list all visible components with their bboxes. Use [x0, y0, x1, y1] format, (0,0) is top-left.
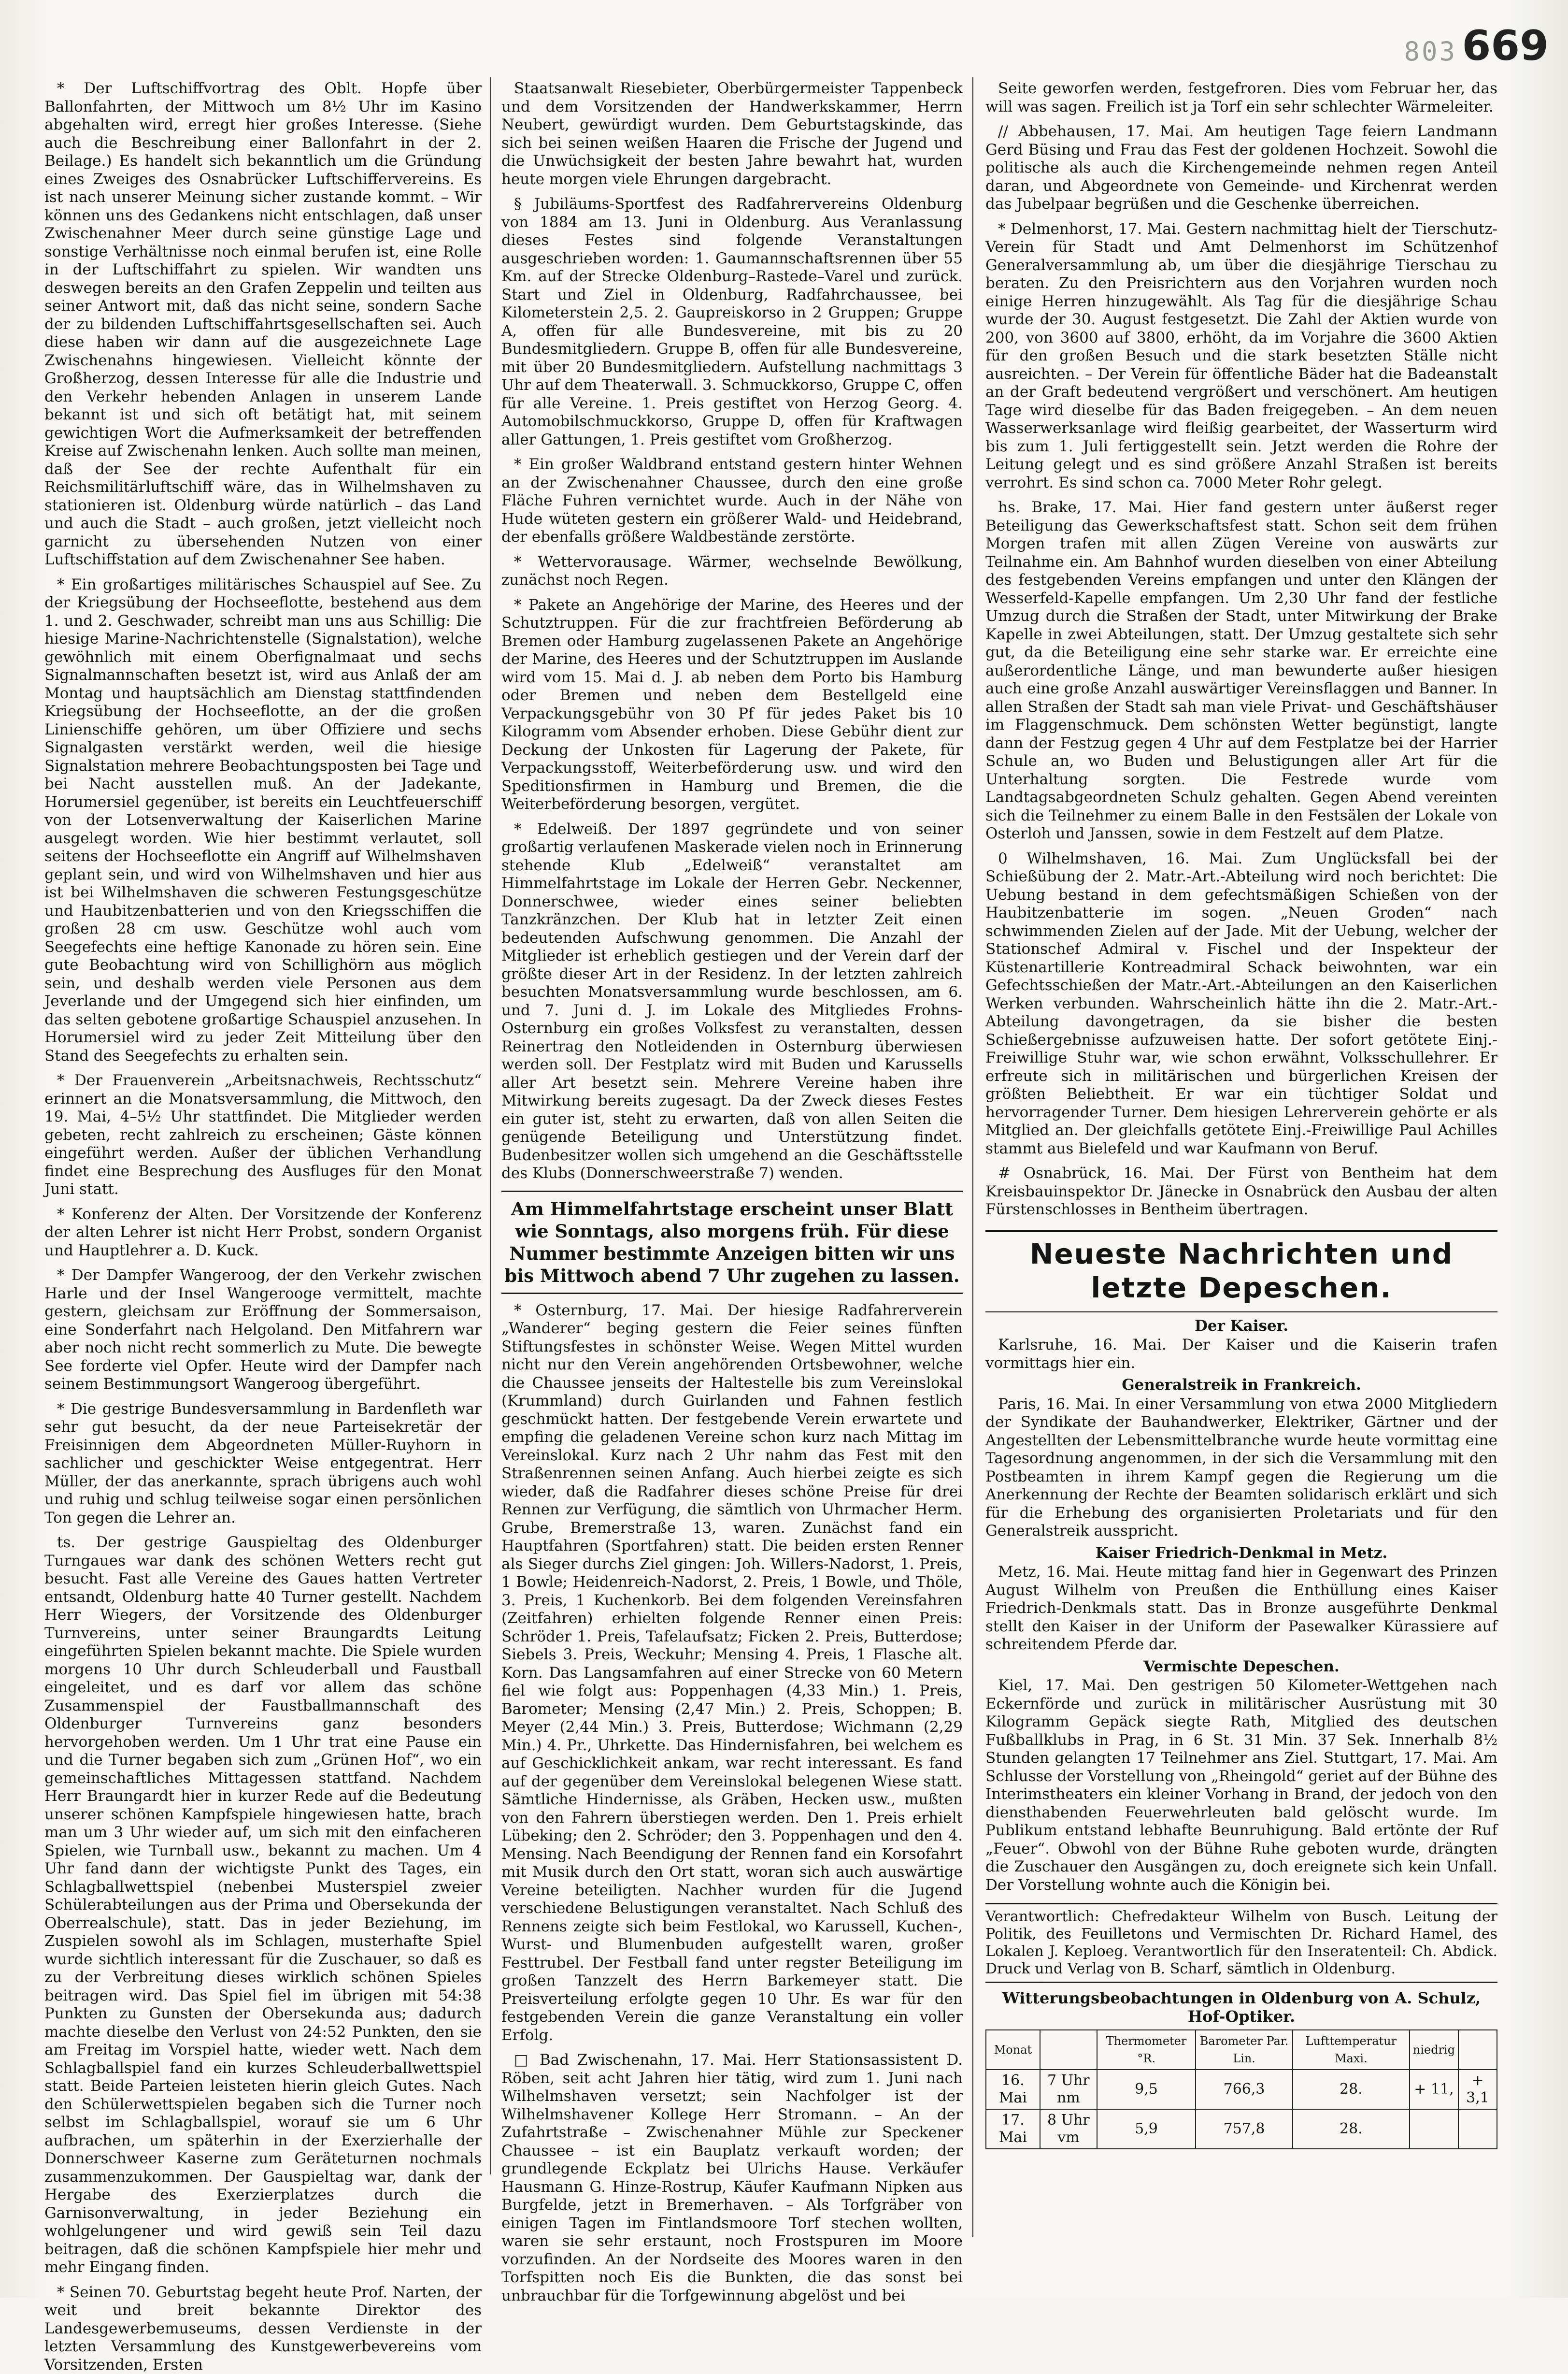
weather-title: Witterungsbeobachtungen in Oldenburg von A. Schulz, Hof-Optiker. [985, 1989, 1497, 2026]
column-2 [501, 80, 963, 2225]
article-weather-forecast: * Wettervorausage. Wärmer, wechselnde Bewölkung, zunächst noch Regen. [501, 553, 963, 590]
article-brake: hs. Brake, 17. Mai. Hier fand gestern unter äußerst reger Beteiligung das Gewerkschaftsfest statt. Schon seit dem frühen Morgen trafen mit allen Zügen Vereine von auswärts zur Teilnahme ein. Am Bahnhof wurden dieselben von einer Abteilung des festgebenden Vereins empfangen und unter den Klängen der Wesserfeld-Kapelle empfangen. Um 2,30 Uhr fand der festliche Umzug durch die Straßen der Stadt, unter Mitwirkung der Brake Kapelle in zwei Abteilungen, statt. Der Umzug gestaltete sich sehr gut, da die Beteiligung eine sehr starke war. Er erreichte eine außerordentliche Länge, und man bewunderte außer hiesigen auch eine große Anzahl auswärtiger Vereinsflaggen und Banner. In allen Straßen der Stadt sah man viele Privat- und Geschäftshäuser im Flaggenschmuck. Dem schönsten Wetter begünstigt, langte dann der Festzug gegen 4 Uhr auf dem Festplatze bei der Harrier Schule an, wo Buden und Belustigungen aller Art für die Unterhaltung sorgten. Die Festrede wurde vom Landtagsabgeordneten Schulz gehalten. Gegen Abend vereinten sich die Teilnehmer zu einem Balle in den Festsälen der Lokale von Osterloh und Janssen, sowie in dem Festzelt auf dem Platze. [985, 499, 1497, 843]
article-birthday-cont: Staatsanwalt Riesebieter, Oberbürgermeister Tappenbeck und dem Vorsitzenden der Handwerkskammer, Herrn Neubert, gewürdigt wurden. Dem Geburtstagskinde, das sich bei seinen weißen Haaren die Frische der Jugend und die Unwüchsigkeit der besten Jahre bewahrt hat, wurden heute morgen viele Ehrungen dargebracht. [501, 80, 963, 188]
weather-cell [1458, 2109, 1497, 2149]
weather-cell: 766,3 [1196, 2070, 1293, 2109]
article-steamer: * Der Dampfer Wangeroog, der den Verkehr zwischen Harle und der Insel Wangerooge vermittelt, machte gestern, gleichsam zur Eröffnung der Sommersaison, eine Sonderfahrt nach Helgoland. Den Mitfahrern war aber noch nicht recht sommerlich zu Mute. Die bewegte See forderte viel Opfer. Heute wird der Dampfer nach seinem Bestimmungsort Wangeroog übergeführt. [44, 1266, 482, 1394]
weather-cell: 28. [1293, 2109, 1410, 2149]
weather-cell: + 11, [1410, 2070, 1458, 2109]
latest-news-title: Neueste Nachrichten und letzte Depeschen. [985, 1230, 1497, 1312]
article-zwischenahn: □ Bad Zwischenahn, 17. Mai. Herr Stationsassistent D. Röben, seit acht Jahren hier tätig, wird zum 1. Juni nach Wilhelmshaven versetzt; sein Nachfolger ist der Wilhelmshavener Kollege Herr Stromann. – An der Zufahrtstraße – Zwischenahner Mühle zur Speckener Chaussee – ist ein Bauplatz verkauft worden; der grundlegende Eckplatz bei Ulrichs Hause. Verkäufer Hausmann G. Hinze-Rostrup, Käufer Kaufmann Nipken aus Burgfelde, jetzt in Bremerhaven. – Als Torfgräber von einigen Tagen im Fintlandsmoore Torf stechen wollten, waren sie sehr erstaunt, noch Frostspuren im Moore vorzufinden. An der Nordseite des Moores waren in den Torfspitten noch Eis die Bunkten, die das sonst bei unbrauchbar für die Torfgewinnung abgelöst und bei [501, 2051, 963, 2305]
imprint: Verantwortlich: Chefredakteur Wilhelm von Busch. Leitung der Politik, des Feuilletons und Vermischten Dr. Richard Hamel, des Lokalen J. Keploeg. Verantwortlich für den Inseratenteil: Ch. Abdick. Druck und Verlag von B. Scharf, sämtlich in Oldenburg. [985, 1903, 1497, 1983]
article-naval-exercise: * Ein großartiges militärisches Schauspiel auf See. Zu der Kriegsübung der Hochseeflotte, bestehend aus dem 1. und 2. Geschwader, schreibt man uns aus Schillig: Die hiesige Marine-Nachrichtenstelle (Signalstation), welche gewöhnlich mit einem Oberfignalmaat und sechs Signalmannschaften besetzt ist, wird aus Anlaß der am Montag und hauptsächlich am Dienstag stattfindenden Kriegsübung der Hochseeflotte, an der die großen Linienschiffe gehören, um über Offiziere und sechs Signalgasten verstärkt werden, weil die hiesige Signalstation mehrere Beobachtungsposten bei Tage und bei Nacht ausstellen muß. An der Jadekante, Horumersiel gegenüber, ist bereits ein Leuchtfeuerschiff von der Lotsenverwaltung der Kaiserlichen Marine ausgelegt worden. Wie hier bestimmt verlautet, soll seitens der Hochseeflotte ein Angriff auf Wilhelmshaven geplant sein, und wird von Wilhelmshaven und hier aus ist bei Wilhelmshaven die schweren Festungsgeschütze und Haubitzenbatterien und von den Kriegsschiffen die großen 28 cm usw. Geschütze wohl auch vom Seegefechts eine heftige Kanonade zu hören sein. Eine gute Beobachtung wird von Schillighörn aus möglich sein, und deshalb werden viele Personen aus dem Jeverlande und der Umgegend sich hier einfinden, um das selten gebotene großartige Schauspiel anzusehen. In Horumersiel wird zu jeder Zeit Mitteilung über den Stand des Seegefechts zu erhalten sein. [44, 576, 482, 1065]
article-cycling-jubilee: § Jubiläums-Sportfest des Radfahrervereins Oldenburg von 1884 am 13. Juni in Oldenburg. Aus Veranlassung dieses Festes sind folgende Veranstaltungen ausgeschrieben worden: 1. Gaumannschaftsrennen über 55 Km. auf der Strecke Oldenburg–Rastede–Varel und zurück. Start und Ziel in Oldenburg, Radfahrchaussee, bei Kilometerstein 2,5. 2. Gaupreiskorso in 2 Gruppen; Gruppe A, offen für alle Bundesvereine, mit bis zu 20 Bundesmitgliedern. Gruppe B, offen für alle Bundesvereine, mit über 20 Bundesmitgliedern. Aufstellung nachmittags 3 Uhr auf dem Theaterwall. 3. Schmuckkorso, Gruppe C, offen für alle Vereine. 1. Preis gestiftet von Herzog Georg. 4. Automobilschmuckkorso, Gruppe D, offen für Kraftwagen aller Gattungen, 1. Preis gestiftet vom Großherzog. [501, 195, 963, 449]
article-osnabrueck: # Osnabrück, 16. Mai. Der Fürst von Bentheim hat dem Kreisbauinspektor Dr. Jänecke in Osnabrück den Ausbau der alten Fürstenschlosses in Bentheim übertragen. [985, 1165, 1497, 1219]
column-1 [44, 80, 482, 2177]
weather-header: niedrig [1410, 2030, 1458, 2070]
article-forest-fire: * Ein großer Waldbrand entstand gestern hinter Wehnen an der Zwischenahner Chaussee, durch den eine große Fläche Fuhren vernichtet wurde. Auch in der Nähe von Hude wüteten gestern ein größerer Wald- und Heidebrand, der ebenfalls größere Waldbestände zerstörte. [501, 456, 963, 547]
section-heading: Generalstreik in Frankreich. [985, 1376, 1497, 1395]
weather-header [1458, 2030, 1497, 2070]
article-parcels: * Pakete an Angehörige der Marine, des Heeres und der Schutztruppen. Für die zur frachtfreien Beförderung ab Bremen oder Hamburg zugelassenen Pakete an Angehörige der Marine, des Heeres und der Schutztruppen im Auslande wird vom 15. Mai d. J. ab neben dem Porto bis Hamburg oder Bremen und neben dem Bestellgeld eine Verpackungsgebühr von 30 Pf für jedes Paket bis 10 Kilogramm vom Absender erhoben. Diese Gebühr dient zur Deckung der Unkosten für Lagerung der Pakete, für Verpackungsstoff, Weiterbeförderung usw. und wird den Speditionsfirmen in Hamburg und Bremen, die die Weiterbeförderung besorgen, vergütet. [501, 596, 963, 814]
article-delmenhorst: * Delmenhorst, 17. Mai. Gestern nachmittag hielt der Tierschutz-Verein für Stadt und Amt Delmenhorst im Schützenhof Generalversammlung ab, um über die diesjährige Tierschau zu beraten. Zu den Preisrichtern aus den Vorjahren wurden noch einige Herren hinzugewählt. Als Tag für die diesjährige Schau wurde der 30. August festgesetzt. Die Zahl der Aktien wurde von 200, von 3600 auf 3800, erhöht, da im Vorjahre die 3600 Aktien für den großen Besuch und die stark besetzten Ställe nicht ausreichten. – Der Verein für öffentliche Bäder hat die Badeanstalt an der Graft bedeutend vergrößert und verschönert. Am heutigen Tage wird dieselbe für das Baden freigegeben. – An dem neuen Wasserwerksanlage wird fleißig gearbeitet, der Wasserturm wird bis zum 1. Juli fertiggestellt sein. Jetzt werden die Rohre der Leitung gelegt und es sind größere Anzahl Straßen ist bereits verrohrt. Es sind schon ca. 7000 Meter Rohr gelegt. [985, 220, 1497, 492]
weather-header: Lufttemperatur Maxi. [1293, 2030, 1410, 2070]
weather-header: Barometer Par. Lin. [1196, 2030, 1293, 2070]
article-edelweiss: * Edelweiß. Der 1897 gegründete und von seiner großartig verlaufenen Maskerade vielen noch in Erinnerung stehende Klub „Edelweiß“ veranstaltet am Himmelfahrtstage im Lokale der Herren Gebr. Neckenner, Donnerschwee, wieder eines seiner beliebten Tanzkränzchen. Der Klub hat in letzter Zeit einen bedeutenden Aufschwung genommen. Die Anzahl der Mitglieder ist erheblich gestiegen und der Verein darf der größte dieser Art in der Residenz. In der letzten zahlreich besuchten Monatsversammlung wurde beschlossen, am 6. und 7. Juni d. J. im Lokale des Mitgliedes Frohns-Osternburg ein großes Volksfest zu veranstalten, dessen Reinertrag den Notleidenden in Osternburg überwiesen werden soll. Der Festplatz wird mit Buden und Karussells aller Art besetzt sein. Mehrere Vereine haben ihre Mitwirkung bereits zugesagt. Da der Zweck dieses Festes ein guter ist, steht zu erwarten, daß von allen Seiten die genügende Beteiligung und Unterstützung findet. Budenbesitzer wollen sich umgehend an die Geschäftsstelle des Klubs (Donnerschweerstraße 7) wenden. [501, 820, 963, 1183]
weather-cell: 5,9 [1097, 2109, 1196, 2149]
section-heading: Der Kaiser. [985, 1317, 1497, 1336]
article-birthday: * Seinen 70. Geburtstag begeht heute Prof. Narten, der weit und breit bekannte Direktor des Landesgewerbemuseums, dessen Verdienste in der letzten Versammlung des Kunstgewerbevereins vom Vorsitzenden, Ersten [44, 2284, 482, 2374]
weather-cell: 16. Mai [986, 2070, 1040, 2109]
article-assembly: * Die gestrige Bundesversammlung in Bardenfleth war sehr gut besucht, da der neue Parteisekretär der Freisinnigen dem Abgeordneten Müller-Ruyhorn in sachlicher und geschickter Weise entgegentrat. Herr Müller, der das anerkannte, sprach übrigens auch wohl und ruhig und schlug teilweise sogar einen persönlichen Ton gegen die Lehrer an. [44, 1400, 482, 1527]
weather-header: Thermometer °R. [1097, 2030, 1196, 2070]
column-3 [985, 80, 1497, 2245]
holiday-notice: Am Himmelfahrtstage erscheint unser Blatt wie Sonntags, also morgens früh. Für diese Nummer bestimmte Anzeigen bitten wir uns bis Mittwoch abend 7 Uhr zugehen zu lassen. [501, 1191, 963, 1294]
article-conference: * Konferenz der Alten. Der Vorsitzende der Konferenz der alten Lehrer ist nicht Herr Probst, sondern Organist und Hauptlehrer a. D. Kuck. [44, 1206, 482, 1260]
dispatch-text: Paris, 16. Mai. In einer Versammlung von etwa 2000 Mitgliedern der Syndikate der Bauhandwerker, Elektriker, Gärtner und der Angestellten der Lebensmittelbranche wurde heute vormittag eine Tagesordnung angenommen, in der sich die Versammlung mit den Postbeamten in ihrem Kampf gegen die Regierung um die Anerkennung der Rechte der Beamten solidarisch erklärt und sich für die Erhebung des organisierten Proletariats und für den Generalstreik ausspricht. [985, 1396, 1497, 1540]
article-wilhelmshaven: 0 Wilhelmshaven, 16. Mai. Zum Unglücksfall bei der Schießübung der 2. Matr.-Art.-Abteilung wird noch berichtet: Die Uebung bestand in dem gefechtsmäßigen Schießen von der Haubitzenbatterie im sogen. „Neuen Groden“ nach schwimmenden Zielen auf der Jade. Mit der Uebung, welcher der Stationschef Admiral v. Fischel und der Inspekteur der Küstenartillerie Kontreadmiral Schack beiwohnten, war ein Gefechtsschießen der Matr.-Art.-Abteilungen an den Kaiserlichen Werken verbunden. Wahrscheinlich hätte ihn die 2. Matr.-Art.-Abteilung davongetragen, da sie bisher die besten Schießergebnisse aufzuweisen hatte. Der sofort getötete Einj.-Freiwillige Stuhr war, wie schon erwähnt, Volksschullehrer. Er erfreute sich in militärischen und bürgerlichen Kreisen der größten Beliebtheit. Er war ein tüchtiger Soldat und hervorragender Turner. Dem hiesigen Lehrerverein gehörte er als Mitglied an. Der gleichfalls getötete Einj.-Freiwillige Paul Achilles stammt aus Bielefeld und war Kaufmann von Beruf. [985, 850, 1497, 1158]
weather-table [985, 2029, 1497, 2149]
column-rule [490, 77, 491, 2174]
dispatch-text: Kiel, 17. Mai. Den gestrigen 50 Kilometer-Wettgehen nach Eckernförde und zurück in militärischer Ausrüstung mit 30 Kilogramm Gepäck siegte Rath, Mitglied des deutschen Fußballklubs in Prag, in 6 St. 31 Min. 37 Sek. Innerhalb 8½ Stunden gelangten 17 Teilnehmer ans Ziel. Stuttgart, 17. Mai. Am Schlusse der Vorstellung von „Rheingold“ geriet auf der Bühne des Interimstheaters ein kleiner Vorhang in Brand, der jedoch von den diensthabenden Feuerwehrleuten bald gelöscht wurde. Im Publikum entstand lebhafte Beunruhigung. Bald ertönte der Ruf „Feuer“. Obwohl von der Bühne Ruhe geboten wurde, drängten die Zuschauer den Ausgängen zu, doch ereignete sich kein Unfall. Der Vorstellung wohnte auch die Königin bei. [985, 1677, 1497, 1894]
section-heading: Vermischte Depeschen. [985, 1658, 1497, 1676]
weather-cell: 7 Uhr nm [1040, 2070, 1097, 2109]
article-gymnastics: ts. Der gestrige Gauspieltag des Oldenburger Turngaues war dank des schönen Wetters recht gut besucht. Fast alle Vereine des Gaues hatten Vertreter entsandt, Oldenburg hatte 40 Turner gestellt. Nachdem Herr Wiegers, der Vorsitzende des Oldenburger Turnvereins, unter seiner Braungardts Leitung eingeführten Spielen bekannt machte. Die Spiele wurden morgens 10 Uhr durch Schleuderball und Faustball eingeleitet, und es darf vor allem das schöne Zusammenspiel der Faustballmannschaft des Oldenburger Turnvereins ganz besonders hervorgehoben werden. Um 1 Uhr trat eine Pause ein und die Turner begaben sich zum „Grünen Hof“, wo ein gemeinschaftliches Mittagessen stattfand. Nachdem Herr Braungardt hier in kurzer Rede auf die Bedeutung unserer schönen Kampfspiele hingewiesen hatte, brach man um 3 Uhr wieder auf, um sich mit den einfacheren Spielen, wie Turnball usw., bekannt zu machen. Um 4 Uhr fand dann der wichtigste Punkt des Tages, ein Schlagballwettspiel (nebenbei Musterspiel zweier Schülerabteilungen aus der Prima und Obersekunda der Oberrealschule), statt. Das in jeder Beziehung, im Zuspielen sowohl als im Schlagen, musterhafte Spiel wurde sichtlich interessant für die Zuschauer, so daß es zu der Verbreitung dieses wirklich schönen Spieles beitragen wird. Das Spiel fiel im übrigen mit 54:38 Punkten zu Gunsten der Obersekunda aus; dadurch machte dieselbe den Verlust von 24:52 Punkten, den sie am Freitag im Vorspiel hatte, wieder wett. Nach dem Schlagballspiel fand ein kurzes Schleuderballwettspiel statt. Beide Parteien leisteten hierin gleich Gutes. Nach den Schülerwettspielen begaben sich die Turner noch selbst im Schlagballspiel, worauf sie um 6 Uhr aufbrachen, um späterhin in der Exerzierhalle der Donnerschweer Kaserne zum Geräteturnen nochmals zusammenzukommen. Der Gauspieltag war, dank der Hergabe des Exerzierplatzes durch die Garnisonverwaltung, in jeder Beziehung ein wohlgelungener und wird gewiß sein Teil dazu beitragen, daß die schönen Kampfspiele hier mehr und mehr Eingang finden. [44, 1534, 482, 2277]
archive-stamp: 803 [1404, 36, 1457, 67]
weather-cell: 28. [1293, 2070, 1410, 2109]
weather-cell: 8 Uhr vm [1040, 2109, 1097, 2149]
article-airship-lecture: * Der Luftschiffvortrag des Oblt. Hopfe über Ballonfahrten, der Mittwoch um 8½ Uhr im Kasino abgehalten wird, erregt hier großes Interesse. (Siehe auch die Beschreibung einer Ballonfahrt in der 2. Beilage.) Es handelt sich bekanntlich um die Gründung eines Zweiges des Osnabrücker Luftschiffervereins. Es ist nach unserer Meinung sicher zustande kommt. – Wir können uns des Gedankens nicht entschlagen, daß unser Zwischenahner Meer durch seine günstige Lage und sonstige Verhältnisse noch einmal berufen ist, eine Rolle in der Luftschiffahrt zu spielen. Wir wandten uns deswegen bereits an den Grafen Zeppelin und teilten aus seiner Antwort mit, daß das nicht seine, sondern Sache der zu bildenden Luftschiffahrtsgesellschaften sei. Auch diese haben wir dann auf die ausgezeichnete Lage Zwischenahns hingewiesen. Vielleicht könnte der Großherzog, dessen Interesse für alle die Industrie und den Verkehr hebenden Anlagen in unserem Lande bekannt ist und sich oft betätigt hat, mit seinem gewichtigen Wort die Aufmerksamkeit der betreffenden Kreise auf Zwischenahn lenken. Auch sollte man meinen, daß der See der rechte Aufenthalt für ein Reichsmilitärluftschiff wäre, das in Wilhelmshaven zu stationieren ist. Oldenburg würde natürlich – das Land und auch die Stadt – auch großen, jetzt vielleicht noch garnicht zu übersehenden Nutzen von einer Luftschiffstation auf dem Zwischenahner See haben. [44, 80, 482, 569]
weather-cell [1410, 2109, 1458, 2149]
table-row [986, 2070, 1497, 2109]
weather-header: Monat [986, 2030, 1040, 2070]
article-osternburg: * Osternburg, 17. Mai. Der hiesige Radfahrerverein „Wanderer“ beging gestern die Feier seines fünften Stiftungsfestes in schönster Weise. Wegen Mittel wurden nicht nur den Verein angehörenden Ortsbewohner, welche die Chaussee jenseits der Haltestelle bis zum Vereinslokal (Krummland) durch Guirlanden und Fahnen festlich geschmückt hatten. Der festgebende Verein erwartete und empfing die geladenen Vereine schon kurz nach Mittag im Vereinslokal. Kurz nach 2 Uhr nahm das Fest mit den Straßenrennen seinen Anfang. Auch hierbei zeigte es sich wieder, daß die Radfahrer dieses schöne Preise für drei Rennen zur Verfügung, die sämtlich von Uhrmacher Herm. Grube, Bremerstraße 13, waren. Zunächst fand ein Hauptfahren (Sportfahren) statt. Die beiden ersten Renner als Sieger durchs Ziel gingen: Joh. Willers-Nadorst, 1. Preis, 1 Bowle; Heidenreich-Nadorst, 2. Preis, 1 Bowle, und Thöle, 3. Preis, 1 Kuchenkorb. Bei dem folgenden Vereinsfahren (Zeitfahren) erhielten folgende Renner einen Preis: Schröder 1. Preis, Tafelaufsatz; Ficken 2. Preis, Butterdose; Siebels 3. Preis, Weckuhr; Mensing 4. Preis, 1 Flasche alt. Korn. Das Langsamfahren auf einer Strecke von 60 Metern fiel wie folgt aus: Poppenhagen (4,33 Min.) 1. Preis, Barometer; Mensing (2,47 Min.) 2. Preis, Schoppen; B. Meyer (2,44 Min.) 3. Preis, Butterdose; Wichmann (2,29 Min.) 4. Pr., Uhrkette. Das Hindernisfahren, bei welchem es auf Geschicklichkeit ankam, war recht interessant. Es fand auf der gegenüber dem Vereinslokal belegenen Wiese statt. Sämtliche Hindernisse, als Gräben, Hecken usw., mußten von den Fahrern überstiegen werden. Den 1. Preis erhielt Lübeking; den 2. Schröder; den 3. Poppenhagen und den 4. Mensing. Nach Beendigung der Rennen fand ein Korsofahrt mit Musik durch den Ort statt, woran sich auch auswärtige Vereine beteiligten. Nachher wurden für die Jugend verschiedene Belustigungen veranstaltet. Nach Schluß des Rennens zeigte sich beim Festlokal, wo Karussell, Kuchen-, Wurst- und Blumenbuden aufgestellt waren, großer Festtrubel. Der Festball fand unter regster Beteiligung im großen Tanzzelt des Herrn Barkemeyer statt. Die Preisverteilung erfolgte gegen 10 Uhr. Es war für den festgebenden Verein die ganze Veranstaltung ein voller Erfolg. [501, 1302, 963, 2045]
page-number: 669 [1462, 22, 1549, 70]
weather-cell: 9,5 [1097, 2070, 1196, 2109]
dispatch-text: Metz, 16. Mai. Heute mittag fand hier in Gegenwart des Prinzen August Wilhelm von Preußen die Enthüllung eines Kaiser Friedrich-Denkmals statt. Das in Bronze ausgeführte Denkmal stellt den Kaiser in der Uniform der Pasewalker Kürassiere auf schreitendem Pferde dar. [985, 1563, 1497, 1654]
weather-header-row [986, 2030, 1497, 2070]
article-peat-cont: Seite geworfen werden, festgefroren. Dies vom Februar her, das will was sagen. Freilich ist ja Torf ein sehr schlechter Wärmeleiter. [985, 80, 1497, 116]
table-row [986, 2109, 1497, 2149]
weather-cell: + 3,1 [1458, 2070, 1497, 2109]
article-womens-club: * Der Frauenverein „Arbeitsnachweis, Rechtsschutz“ erinnert an die Monatsversammlung, die Mittwoch, den 19. Mai, 4–5½ Uhr stattfindet. Die Mitglieder werden gebeten, recht zahlreich zu erscheinen; Gäste können eingeführt werden. Außer der üblichen Verhandlung findet eine Besprechung des Ausfluges für den Monat Juni statt. [44, 1072, 482, 1199]
dispatch-text: Karlsruhe, 16. Mai. Der Kaiser und die Kaiserin trafen vormittags hier ein. [985, 1336, 1497, 1372]
column-rule [972, 77, 973, 2237]
article-abbehausen: // Abbehausen, 17. Mai. Am heutigen Tage feiern Landmann Gerd Büsing und Frau das Fest der goldenen Hochzeit. Sowohl die politische als auch die Kirchengemeinde nehmen regen Anteil daran, und Abgeordnete von Gemeinde- und Kirchenrat werden das Jubelpaar begrüßen und die Geschenke überreichen. [985, 123, 1497, 214]
weather-header [1040, 2030, 1097, 2070]
weather-cell: 17. Mai [986, 2109, 1040, 2149]
section-heading: Kaiser Friedrich-Denkmal in Metz. [985, 1544, 1497, 1563]
weather-cell: 757,8 [1196, 2109, 1293, 2149]
